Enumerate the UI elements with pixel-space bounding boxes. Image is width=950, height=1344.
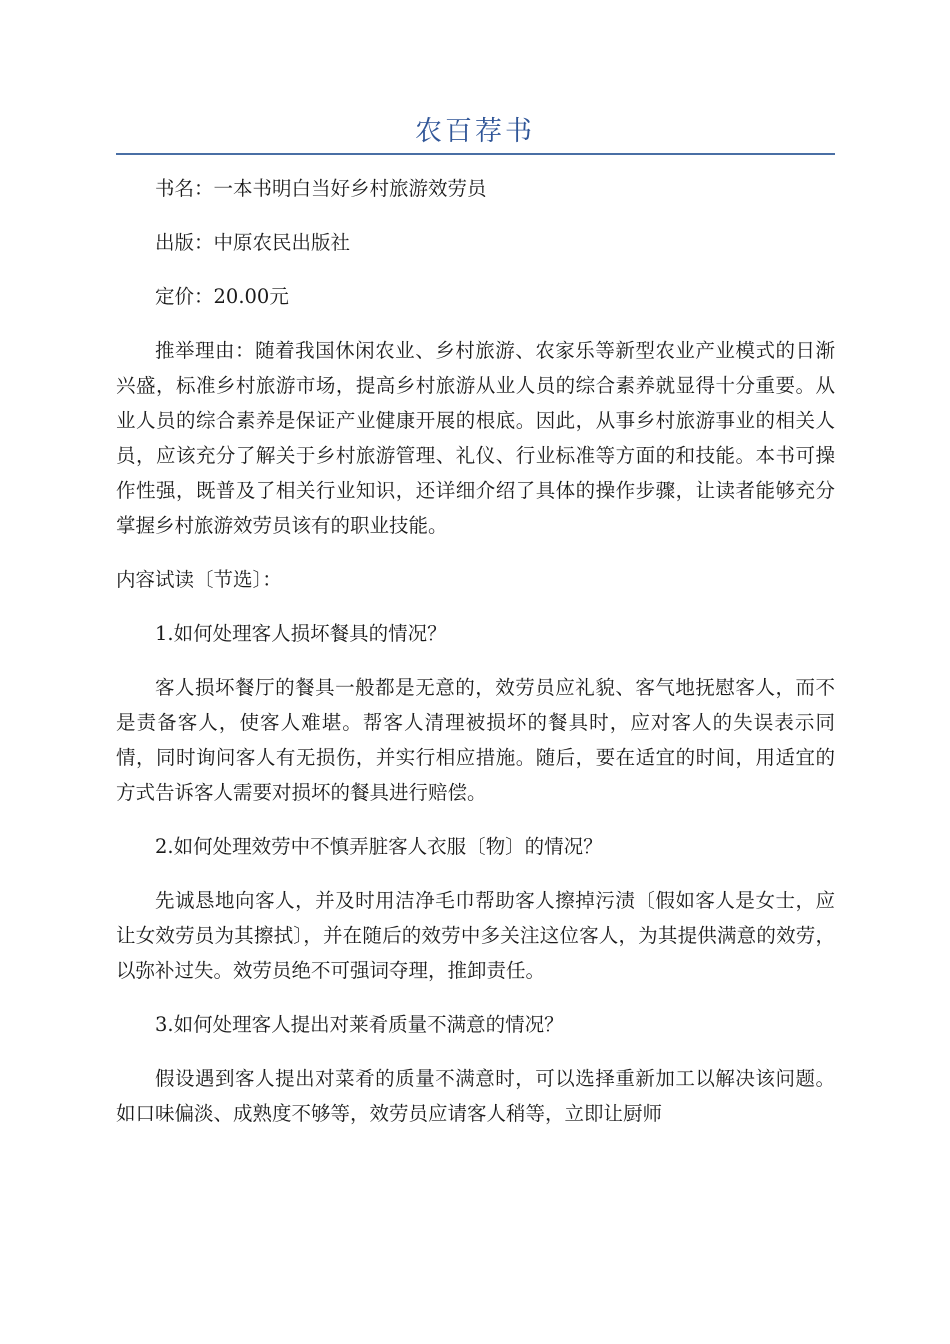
book-name-line: 书名：一本书明白当好乡村旅游效劳员 bbox=[155, 177, 487, 200]
section-3-heading: 3.如何处理客人提出对莱肴质量不满意的情况？ bbox=[155, 1013, 564, 1036]
section-1-body: 客人损坏餐厅的餐具一般都是无意的，效劳员应礼貌、客气地抚慰客人，而不是责备客人，使客人难堪。帮客人清理被损坏的餐具时，应对客人的失误表示同情，同时询问客人有无损伤，并实行相应措施。随后，要在适宜的时间，用适宜的方式告诉客人需要对损坏的餐具进行赔偿。 bbox=[116, 676, 835, 804]
document-body bbox=[116, 171, 835, 1150]
publisher-line: 出版：中原农民出版社 bbox=[155, 231, 351, 254]
section-3-body: 假设遇到客人提出对菜肴的质量不满意时，可以选择重新加工以解决该问题。如口味偏淡、成熟度不够等，效劳员应请客人稍等，立即让厨师 bbox=[116, 1067, 835, 1125]
title-underline bbox=[116, 153, 835, 155]
section-1-heading: 1.如何处理客人损坏餐具的情况？ bbox=[155, 622, 447, 645]
price-line: 定价：20.00元 bbox=[155, 285, 289, 308]
section-2-body: 先诚恳地向客人，并及时用洁净毛巾帮助客人擦掉污渍〔假如客人是女士，应让女效劳员为其擦拭〕，并在随后的效劳中多关注这位客人，为其提供满意的效劳，以弥补过失。效劳员绝不可强词夺理，推卸责任。 bbox=[116, 889, 835, 982]
section-2-heading: 2.如何处理效劳中不慎弄脏客人衣服〔物〕的情况？ bbox=[155, 835, 603, 858]
page-title: 农百荐书 bbox=[415, 116, 535, 147]
recommendation-paragraph: 推举理由：随着我国休闲农业、乡村旅游、农家乐等新型农业产业模式的日渐兴盛，标准乡村旅游市场，提高乡村旅游从业人员的综合素养就显得十分重要。从业人员的综合素养是保证产业健康开展的根底。因此，从事乡村旅游事业的相关人员，应该充分了解关于乡村旅游管理、礼仪、行业标准等方面的和技能。本书可操作性强，既普及了相关行业知识，还详细介绍了具体的操作步骤，让读者能够充分掌握乡村旅游效劳员该有的职业技能。 bbox=[116, 339, 835, 537]
excerpt-heading: 内容试读〔节选〕： bbox=[116, 568, 282, 591]
